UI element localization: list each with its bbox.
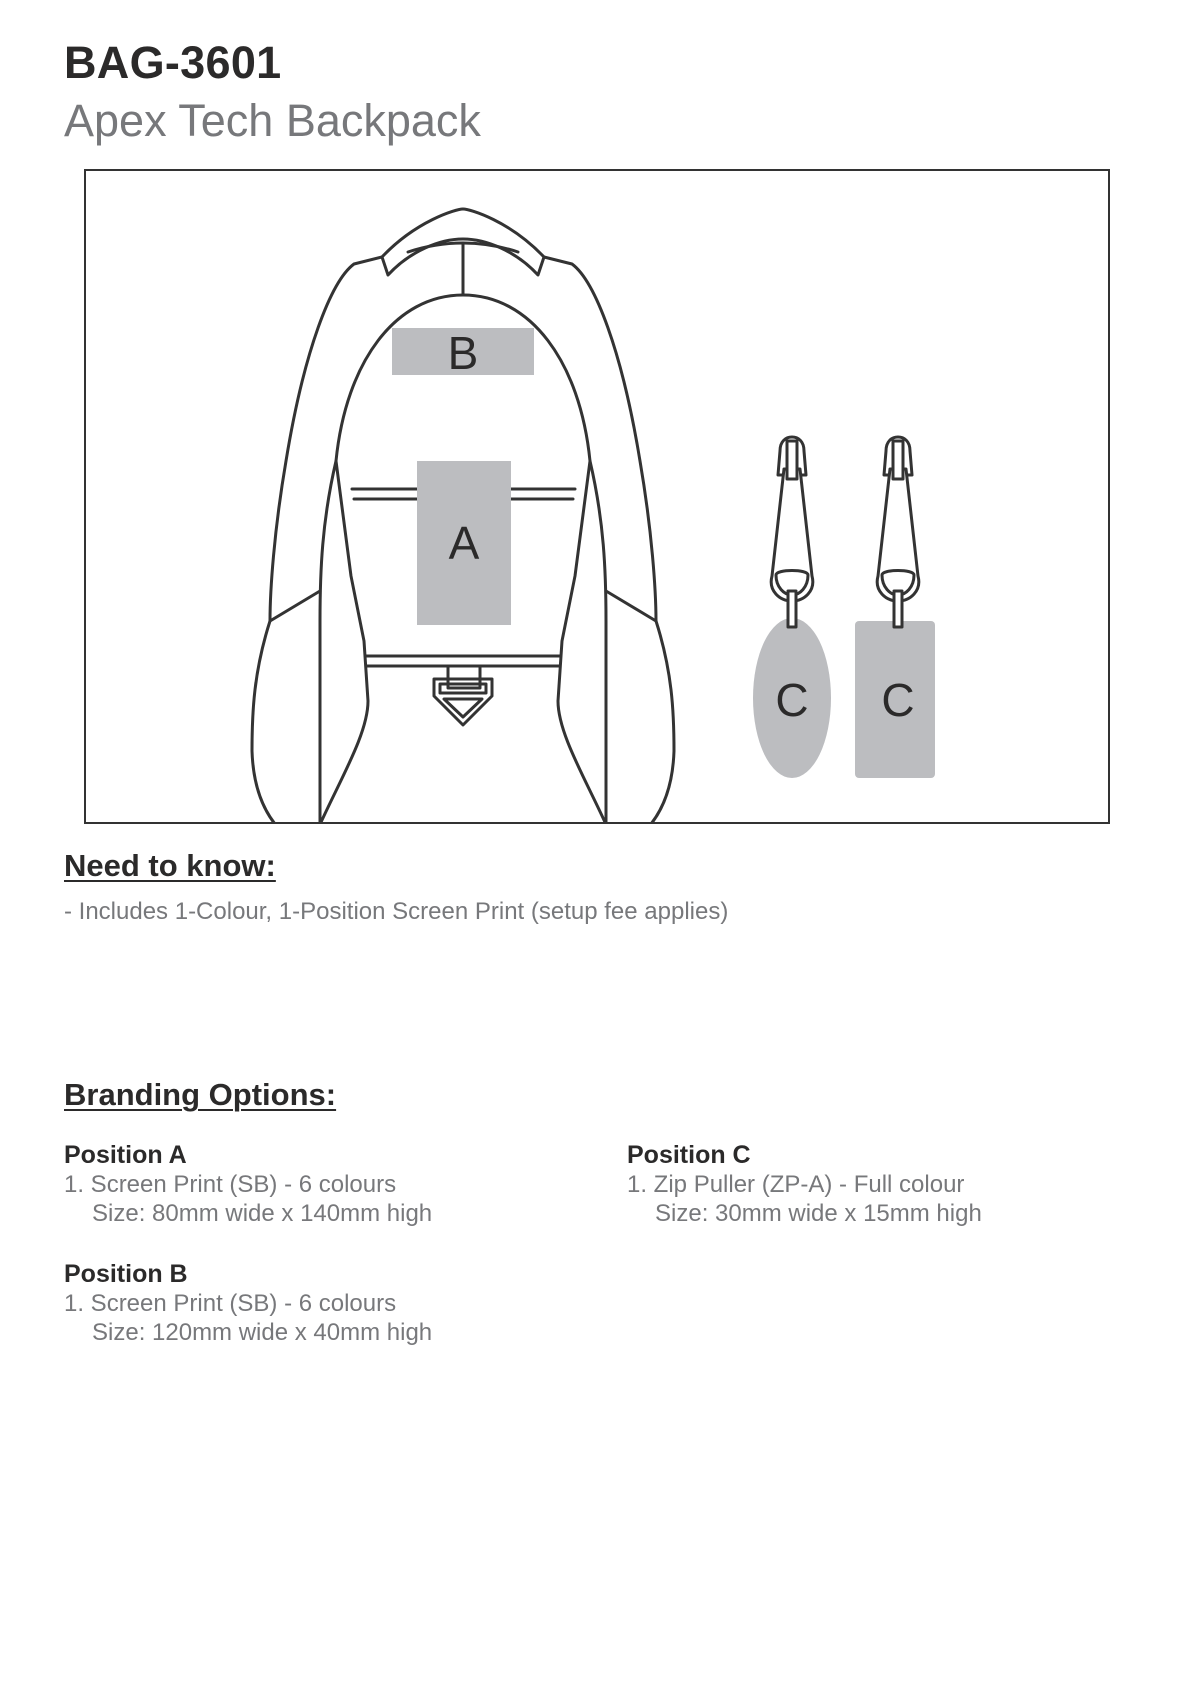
position-a-method: 1. Screen Print (SB) - 6 colours <box>64 1171 397 1198</box>
need-to-know-item: - Includes 1-Colour, 1-Position Screen Print (setup fee applies) <box>64 898 729 925</box>
product-name: Apex Tech Backpack <box>64 95 481 146</box>
branding-options-heading: Branding Options: <box>64 1077 337 1112</box>
position-b-size: Size: 120mm wide x 40mm high <box>92 1319 433 1346</box>
product-code: BAG-3601 <box>64 37 282 88</box>
position-a-block <box>64 1140 544 1228</box>
right-shoulder-strap <box>558 461 620 822</box>
zip-puller-rect <box>855 437 935 778</box>
need-to-know-heading: Need to know: <box>64 848 276 883</box>
position-a-title: Position A <box>64 1141 187 1169</box>
position-b-method: 1. Screen Print (SB) - 6 colours <box>64 1290 397 1317</box>
label-c-rect: C <box>881 674 915 726</box>
branding-diagram <box>86 171 1108 822</box>
position-b-block <box>64 1259 544 1347</box>
position-c-size: Size: 30mm wide x 15mm high <box>655 1200 982 1227</box>
label-c-oval: C <box>775 674 809 726</box>
zip-puller-oval <box>753 437 831 778</box>
position-a-size: Size: 80mm wide x 140mm high <box>92 1200 433 1227</box>
label-b: B <box>447 327 479 379</box>
left-shoulder-strap <box>306 461 368 822</box>
position-c-method: 1. Zip Puller (ZP-A) - Full colour <box>627 1171 965 1198</box>
position-b-title: Position B <box>64 1260 188 1288</box>
position-c-block <box>627 1140 1107 1228</box>
position-c-title: Position C <box>627 1141 751 1169</box>
label-a: A <box>448 517 480 569</box>
branding-diagram-frame <box>84 169 1110 824</box>
chest-buckle <box>434 666 492 725</box>
